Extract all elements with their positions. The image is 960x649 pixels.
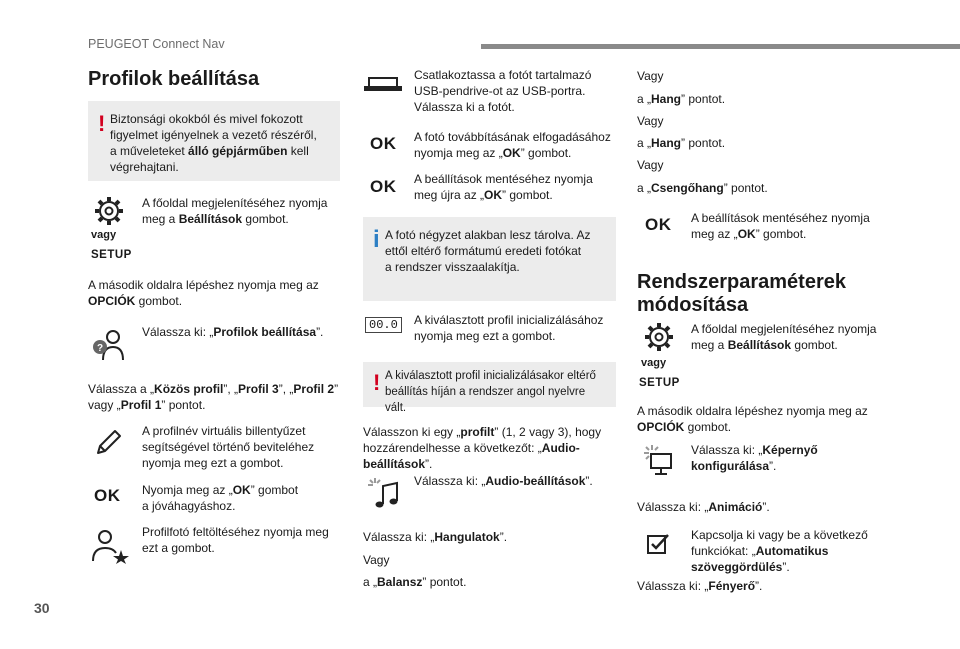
step-options: A második oldalra lépéshez nyomja meg az OPCIÓK gombot.	[88, 278, 319, 308]
step-auto-scroll: Kapcsolja ki vagy be a következő funkciókat: „Automatikus szöveggördülés”.	[691, 528, 868, 574]
page-number: 30	[34, 600, 50, 616]
step-brightness: Válassza ki: „Fényerő”.	[637, 579, 763, 593]
ok-button[interactable]: OK	[370, 177, 397, 196]
running-header: PEUGEOT Connect Nav	[88, 37, 225, 51]
music-note-icon	[366, 476, 402, 512]
user-star-icon	[88, 528, 132, 564]
section-title-system: Rendszerparaméterek módosítása	[637, 271, 846, 316]
ok-button[interactable]: OK	[370, 134, 397, 153]
or-label: Vagy	[637, 114, 664, 128]
header-bar	[481, 44, 960, 49]
setup-button[interactable]: SETUP	[91, 249, 132, 261]
step-save-settings: A beállítások mentéséhez nyomja meg az „OK” gombot.	[691, 211, 870, 241]
ok-button[interactable]: OK	[645, 215, 672, 234]
vagy-label: vagy	[91, 229, 117, 241]
setup-button[interactable]: SETUP	[639, 377, 680, 389]
or-label: Vagy	[637, 158, 664, 172]
step-accept-photo: A fotó továbbításának elfogadásához nyomja meg az „OK” gombot.	[414, 130, 611, 160]
gear-icon	[642, 320, 676, 354]
step-audio-settings: Válassza ki: „Audio-beállítások”.	[414, 474, 593, 488]
reset-warning-box	[363, 362, 616, 414]
step-assign-audio: Válasszon ki egy „profilt” (1, 2 vagy 3), hogy hozzárendelhesse a következőt: „Audio- beállítások”.	[363, 425, 602, 471]
option-sound-1: a „Hang” pontot.	[637, 92, 726, 106]
step-save-settings: A beállítások mentéséhez nyomja meg újra az „OK” gombot.	[414, 172, 593, 202]
vagy-label: vagy	[641, 357, 667, 369]
or-label: Vagy	[637, 69, 664, 83]
reset-counter-button[interactable]: 00.0	[365, 317, 402, 333]
exclamation-icon: !	[373, 370, 381, 395]
step-screen-config: Válassza ki: „Képernyő konfigurálása”.	[691, 443, 818, 473]
checkbox-icon[interactable]	[646, 531, 672, 557]
step-keyboard: A profilnév virtuális billentyűzet segítségével történő beviteléhez nyomja meg ezt a gombot.	[142, 424, 315, 470]
option-ringtone: a „Csengőhang” pontot.	[637, 181, 768, 195]
svg-text:?: ?	[96, 343, 104, 354]
info-box	[363, 217, 616, 301]
safety-warning-text: Biztonsági okokból és mivel fokozott figyelmet igényelnek a vezető részéről, a műveleteket álló gépjárműben kell végrehajtani.	[110, 112, 317, 174]
step-open-settings: A főoldal megjelenítéséhez nyomja meg a Beállítások gombot.	[142, 196, 328, 226]
brightness-icon	[643, 444, 675, 476]
step-connect-usb: Csatlakoztassa a fotót tartalmazó USB-pendrive-ot az USB-portra. Válassza ki a fotót.	[414, 68, 592, 114]
step-options: A második oldalra lépéshez nyomja meg az OPCIÓK gombot.	[637, 404, 868, 434]
step-initialize-profile: A kiválasztott profil inicializálásához nyomja meg ezt a gombot.	[414, 313, 604, 343]
reset-warning-text: A kiválasztott profil inicializálásakor eltérő beállítás híján a rendszer angol nyelvre vált.	[385, 370, 596, 414]
step-open-settings: A főoldal megjelenítéséhez nyomja meg a Beállítások gombot.	[691, 322, 877, 352]
ok-button[interactable]: OK	[94, 486, 121, 505]
or-label: Vagy	[363, 553, 390, 567]
user-question-icon	[90, 328, 130, 362]
safety-warning-box	[88, 101, 340, 181]
step-ambiance: Válassza ki: „Hangulatok”.	[363, 530, 508, 544]
step-choose-profile: Válassza a „Közös profil”, „Profil 3”, „Profil 2” vagy „Profil 1” pontot.	[88, 382, 339, 412]
step-upload-photo: Profilfotó feltöltéséhez nyomja meg ezt a gombot.	[142, 525, 329, 555]
exclamation-icon: !	[98, 111, 106, 136]
usb-icon	[364, 86, 402, 91]
step-select-profile-settings: Válassza ki: „Profilok beállítása”.	[142, 325, 324, 339]
step-balance: a „Balansz” pontot.	[363, 575, 467, 589]
step-animation: Válassza ki: „Animáció”.	[637, 500, 770, 514]
gear-icon	[92, 194, 126, 228]
section-title-profiles: Profilok beállítása	[88, 68, 260, 90]
info-icon: i	[373, 226, 380, 253]
step-confirm: Nyomja meg az „OK” gombot a jóváhagyáshoz.	[142, 483, 299, 513]
pencil-icon	[94, 427, 124, 457]
option-sound-2: a „Hang” pontot.	[637, 136, 726, 150]
info-text: A fotó négyzet alakban lesz tárolva. Az ettől eltérő formátumú eredeti fotókat a rendszer visszaalakítja.	[385, 228, 591, 274]
